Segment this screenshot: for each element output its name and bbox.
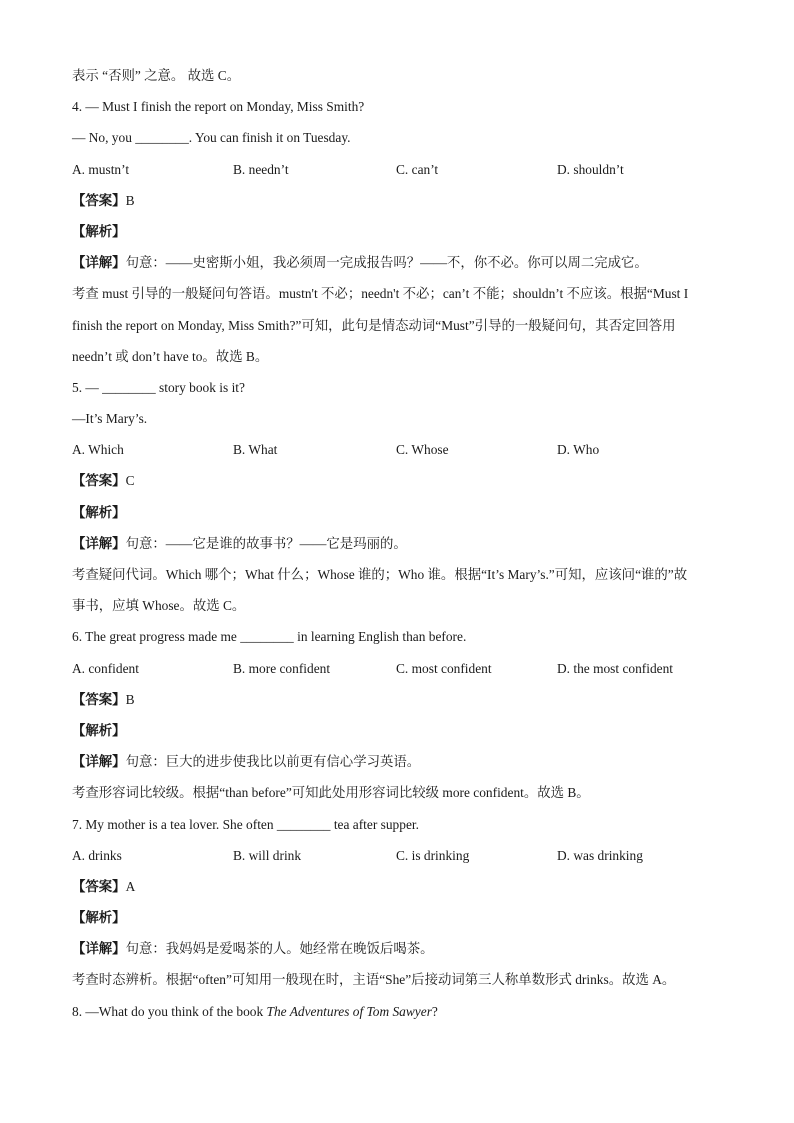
question-5-reply: —It’s Mary’s.: [72, 411, 148, 427]
option-b: B. needn’t: [233, 161, 289, 177]
detail-tag: 【详解】: [72, 754, 126, 770]
book-title: The Adventures of Tom Sawyer: [266, 1003, 432, 1019]
explanation-line: 考查时态辨析。根据“often”可知用一般现在时，主语“She”后接动词第三人称单数形式 drinks。故选 A。: [72, 972, 676, 988]
analysis-tag: 【解析】: [72, 504, 126, 520]
explanation-line: needn’t 或 don’t have to。故选 B。: [72, 348, 269, 364]
option-a: A. confident: [72, 660, 139, 676]
answer-line: [72, 185, 732, 216]
question-4-stem: 4. — Must I finish the report on Monday, Miss Smith?: [72, 99, 365, 115]
question-8-stem: [72, 996, 732, 1027]
explanation-line: 事书，应填 Whose。故选 C。: [72, 598, 246, 614]
question-4-options: [72, 154, 732, 185]
question-4-reply: — No, you ________. You can finish it on Tuesday.: [72, 130, 351, 146]
option-d: D. shouldn’t: [557, 161, 624, 177]
detail-text: 句意：——史密斯小姐，我必须周一完成报告吗？——不，你不必。你可以周二完成它。: [125, 255, 648, 271]
detail-tag: 【详解】: [72, 255, 126, 271]
question-7-stem: 7. My mother is a tea lover. She often ________ tea after supper.: [72, 816, 419, 832]
option-c: C. can’t: [396, 161, 439, 177]
detail-tag: 【详解】: [72, 535, 126, 551]
answer-tag: 【答案】: [72, 473, 126, 489]
detail-tag: 【详解】: [72, 941, 126, 957]
analysis-tag: 【解析】: [72, 223, 126, 239]
answer-value: B: [125, 192, 135, 208]
answer-line: [72, 871, 732, 902]
analysis-tag: 【解析】: [72, 722, 126, 738]
question-6-options: [72, 653, 732, 684]
answer-value: C: [125, 473, 135, 489]
option-d: D. Who: [557, 442, 600, 458]
answer-tag: 【答案】: [72, 192, 126, 208]
detail-text: 句意：——它是谁的故事书？——它是玛丽的。: [125, 535, 407, 551]
option-b: B. more confident: [233, 660, 331, 676]
document-page: [72, 60, 732, 1027]
detail-line: [72, 528, 732, 559]
answer-tag: 【答案】: [72, 691, 126, 707]
answer-value: B: [125, 691, 135, 707]
detail-line: [72, 247, 732, 278]
stem-suffix: ?: [431, 1003, 438, 1019]
explanation-line: 考查 must 引导的一般疑问句答语。mustn't 不必；needn't 不必；can’t 不能；shouldn’t 不应该。根据“Must I: [72, 286, 689, 302]
option-a: A. mustn’t: [72, 161, 130, 177]
option-a: A. drinks: [72, 847, 122, 863]
question-5-options: [72, 434, 732, 465]
option-c: C. most confident: [396, 660, 492, 676]
explanation-line: finish the report on Monday, Miss Smith?”可知，此句是情态动词“Must”引导的一般疑问句，其否定回答用: [72, 317, 676, 333]
answer-tag: 【答案】: [72, 878, 126, 894]
detail-text: 句意：巨大的进步使我比以前更有信心学习英语。: [125, 754, 421, 770]
option-b: B. What: [233, 442, 278, 458]
question-7-options: [72, 840, 732, 871]
stem-prefix: 8. —What do you think of the book: [72, 1003, 267, 1019]
option-b: B. will drink: [233, 847, 302, 863]
option-c: C. Whose: [396, 442, 449, 458]
question-6-stem: 6. The great progress made me ________ in learning English than before.: [72, 629, 467, 645]
answer-line: [72, 465, 732, 496]
detail-text: 句意：我妈妈是爱喝茶的人。她经常在晚饭后喝茶。: [125, 941, 434, 957]
detail-line: [72, 933, 732, 964]
text-line: 表示 “否则” 之意。 故选 C。: [72, 68, 241, 83]
answer-value: A: [125, 878, 136, 894]
analysis-tag: 【解析】: [72, 910, 126, 926]
option-d: D. the most confident: [557, 660, 674, 676]
explanation-line: 考查疑问代词。Which 哪个；What 什么；Whose 谁的；Who 谁。根据“It’s Mary’s.”可知，应该问“谁的”故: [72, 567, 688, 582]
option-d: D. was drinking: [557, 847, 643, 863]
answer-line: [72, 684, 732, 715]
detail-line: [72, 746, 732, 777]
option-a: A. Which: [72, 442, 124, 458]
explanation-line: 考查形容词比较级。根据“than before”可知此处用形容词比较级 more confident。故选 B。: [72, 785, 590, 801]
question-5-stem: 5. — ________ story book is it?: [72, 379, 245, 395]
option-c: C. is drinking: [396, 847, 470, 863]
